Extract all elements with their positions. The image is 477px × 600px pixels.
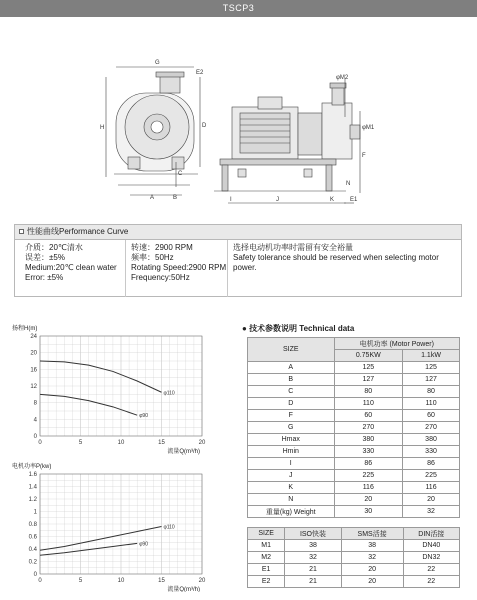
x-tick-label: 15 (158, 578, 165, 584)
table-cell: 30 (334, 506, 403, 518)
table-cell: 21 (285, 564, 341, 576)
table-cell: 110 (403, 398, 460, 410)
table-cell: B (248, 374, 335, 386)
table-cell: K (248, 482, 335, 494)
performance-title: 性能曲线Performance Curve (27, 227, 129, 236)
x-tick-label: 10 (117, 440, 125, 446)
table-cell: 125 (334, 362, 403, 374)
dim-label-b: B (173, 195, 178, 201)
table-row (248, 422, 460, 434)
y-axis-label: 电机功率P(kw) (12, 464, 52, 470)
dim-label-c: C (178, 171, 183, 177)
table-header-cell: 1.1kW (403, 350, 460, 362)
x-axis-label: 流量Q(m³/h) (167, 587, 200, 592)
y-tick-label: 0 (33, 434, 37, 440)
table-cell: 125 (403, 362, 460, 374)
table-cell: 380 (334, 434, 403, 446)
table-cell: C (248, 386, 335, 398)
table-row (248, 506, 460, 518)
table-cell: 225 (403, 470, 460, 482)
table-cell: M1 (248, 540, 285, 552)
medium-en: Medium:20℃ clean water (25, 263, 117, 272)
table-row (248, 540, 460, 552)
table-cell: 22 (403, 564, 459, 576)
table-header-cell: SIZE (248, 338, 335, 362)
dim-label-m1: φM1 (362, 125, 375, 131)
x-tick-label: 20 (198, 578, 206, 584)
head-curve-chart (10, 322, 230, 457)
dim-label-j: J (276, 197, 279, 203)
table-cell: D (248, 398, 335, 410)
table-cell: 330 (403, 446, 460, 458)
dimension-table (247, 337, 460, 518)
table-header-cell: DIN活接 (403, 528, 459, 540)
table-cell: 32 (341, 552, 403, 564)
table-cell: 38 (285, 540, 341, 552)
table-cell: 20 (403, 494, 460, 506)
dim-label-k: K (330, 197, 335, 203)
table-cell: E2 (248, 576, 285, 588)
table-row (248, 458, 460, 470)
table-header-cell: ISO快装 (285, 528, 341, 540)
power-curve-chart (10, 460, 230, 592)
table-cell: 380 (403, 434, 460, 446)
connection-table (247, 527, 460, 588)
table-cell: A (248, 362, 335, 374)
y-axis-label: 扬程H(m) (12, 326, 38, 332)
table-cell: 270 (403, 422, 460, 434)
table-cell: M2 (248, 552, 285, 564)
table-header-cell: SMS活接 (341, 528, 403, 540)
table-cell: 127 (334, 374, 403, 386)
x-tick-label: 15 (158, 440, 165, 446)
table-cell: 127 (403, 374, 460, 386)
table-cell: 110 (334, 398, 403, 410)
table-group-header: 电机功率 (Motor Power) (334, 338, 459, 350)
x-tick-label: 5 (78, 440, 83, 446)
performance-panel (14, 224, 462, 297)
table-cell: 225 (334, 470, 403, 482)
y-tick-label: 0.4 (28, 547, 37, 553)
pump-drawing (0, 17, 477, 222)
table-cell: 32 (403, 506, 460, 518)
y-tick-label: 0 (33, 572, 37, 578)
table-cell: 20 (341, 564, 403, 576)
table-header-cell: 0.75KW (334, 350, 403, 362)
table-cell: G (248, 422, 335, 434)
table-cell: 116 (334, 482, 403, 494)
dim-label-d: D (202, 123, 207, 129)
note-column (233, 243, 461, 273)
y-tick-label: 12 (30, 384, 37, 390)
table-cell: 86 (403, 458, 460, 470)
divider (125, 240, 126, 297)
y-tick-label: 16 (30, 367, 37, 374)
dim-label-f: F (362, 153, 366, 159)
header-bar (0, 0, 477, 17)
dim-label-e2: E2 (196, 70, 204, 76)
y-tick-label: 1 (33, 509, 37, 516)
speed-column (131, 243, 226, 283)
table-row (248, 362, 460, 374)
table-cell: 86 (334, 458, 403, 470)
table-row (248, 552, 460, 564)
table-cell: 330 (334, 446, 403, 458)
table-cell: 重量(kg) Weight (248, 506, 335, 518)
x-tick-label: 10 (117, 578, 125, 584)
dim-label-i: I (230, 197, 232, 203)
table-cell: 20 (334, 494, 403, 506)
dim-label-e1: E1 (350, 197, 358, 203)
error-cn: 误差：±5% (25, 253, 65, 262)
x-axis-label: 流量Q(m³/h) (167, 449, 200, 455)
table-cell: N (248, 494, 335, 506)
table-cell: DN32 (403, 552, 459, 564)
medium-cn: 介质：20℃清水 (25, 243, 83, 252)
table-cell: 38 (341, 540, 403, 552)
table-cell: 20 (341, 576, 403, 588)
y-tick-label: 0.8 (28, 522, 37, 528)
series-line (40, 361, 162, 392)
table-header-cell: SIZE (248, 528, 285, 540)
technical-title: ● 技术参数说明 Technical data (242, 324, 355, 333)
performance-header (15, 225, 461, 240)
note-cn: 选择电动机功率时需留有安全裕量 (233, 243, 353, 252)
table-row (248, 494, 460, 506)
table-cell: 80 (403, 386, 460, 398)
table-row (248, 386, 460, 398)
table-cell: Hmax (248, 434, 335, 446)
table-cell: Hmin (248, 446, 335, 458)
table-row (248, 482, 460, 494)
table-row (248, 470, 460, 482)
dim-label-n: N (346, 181, 351, 187)
table-cell: J (248, 470, 335, 482)
table-row (248, 398, 460, 410)
y-tick-label: 1.4 (28, 484, 37, 491)
y-tick-label: 0.2 (28, 559, 37, 566)
x-tick-label: 0 (38, 578, 42, 584)
dim-label-m2: φM2 (336, 75, 349, 81)
table-row (248, 446, 460, 458)
table-cell: DN40 (403, 540, 459, 552)
divider (227, 240, 228, 297)
note-en: Safety tolerance should be reserved when selecting motor power. (233, 253, 439, 272)
y-tick-label: 8 (33, 400, 37, 407)
series-label: φ110 (163, 524, 175, 531)
table-cell: 60 (403, 410, 460, 422)
table-cell: 80 (334, 386, 403, 398)
series-label: φ110 (163, 390, 175, 397)
table-cell: 21 (285, 576, 341, 588)
x-tick-label: 0 (38, 440, 42, 446)
dim-label-g: G (155, 60, 160, 66)
y-tick-label: 24 (30, 334, 37, 340)
table-cell: F (248, 410, 335, 422)
table-cell: E1 (248, 564, 285, 576)
table-row (248, 374, 460, 386)
table-cell: 22 (403, 576, 459, 588)
y-tick-label: 0.6 (28, 534, 37, 541)
conditions-column (25, 243, 117, 283)
page-title: TSCP3 (222, 3, 255, 13)
y-tick-label: 1.6 (28, 472, 37, 478)
series-label: φ90 (139, 413, 149, 420)
frequency-cn: 频率：50Hz (131, 253, 174, 262)
speed-cn: 转速：2900 RPM (131, 243, 193, 252)
dim-label-a: A (150, 195, 155, 201)
table-cell: 270 (334, 422, 403, 434)
y-tick-label: 20 (30, 350, 37, 357)
table-row (248, 434, 460, 446)
table-cell: I (248, 458, 335, 470)
x-tick-label: 5 (78, 578, 83, 584)
error-en: Error: ±5% (25, 273, 64, 282)
square-icon (19, 229, 24, 234)
y-tick-label: 1.2 (28, 497, 37, 503)
table-row (248, 564, 460, 576)
dim-label-h: H (100, 125, 105, 131)
y-tick-label: 4 (33, 417, 37, 424)
speed-en: Rotating Speed:2900 RPM (131, 263, 227, 272)
frequency-en: Frequency:50Hz (131, 273, 190, 282)
table-cell: 116 (403, 482, 460, 494)
x-tick-label: 20 (198, 440, 206, 446)
table-row (248, 410, 460, 422)
series-label: φ90 (139, 541, 149, 548)
table-cell: 32 (285, 552, 341, 564)
table-cell: 60 (334, 410, 403, 422)
table-row (248, 576, 460, 588)
